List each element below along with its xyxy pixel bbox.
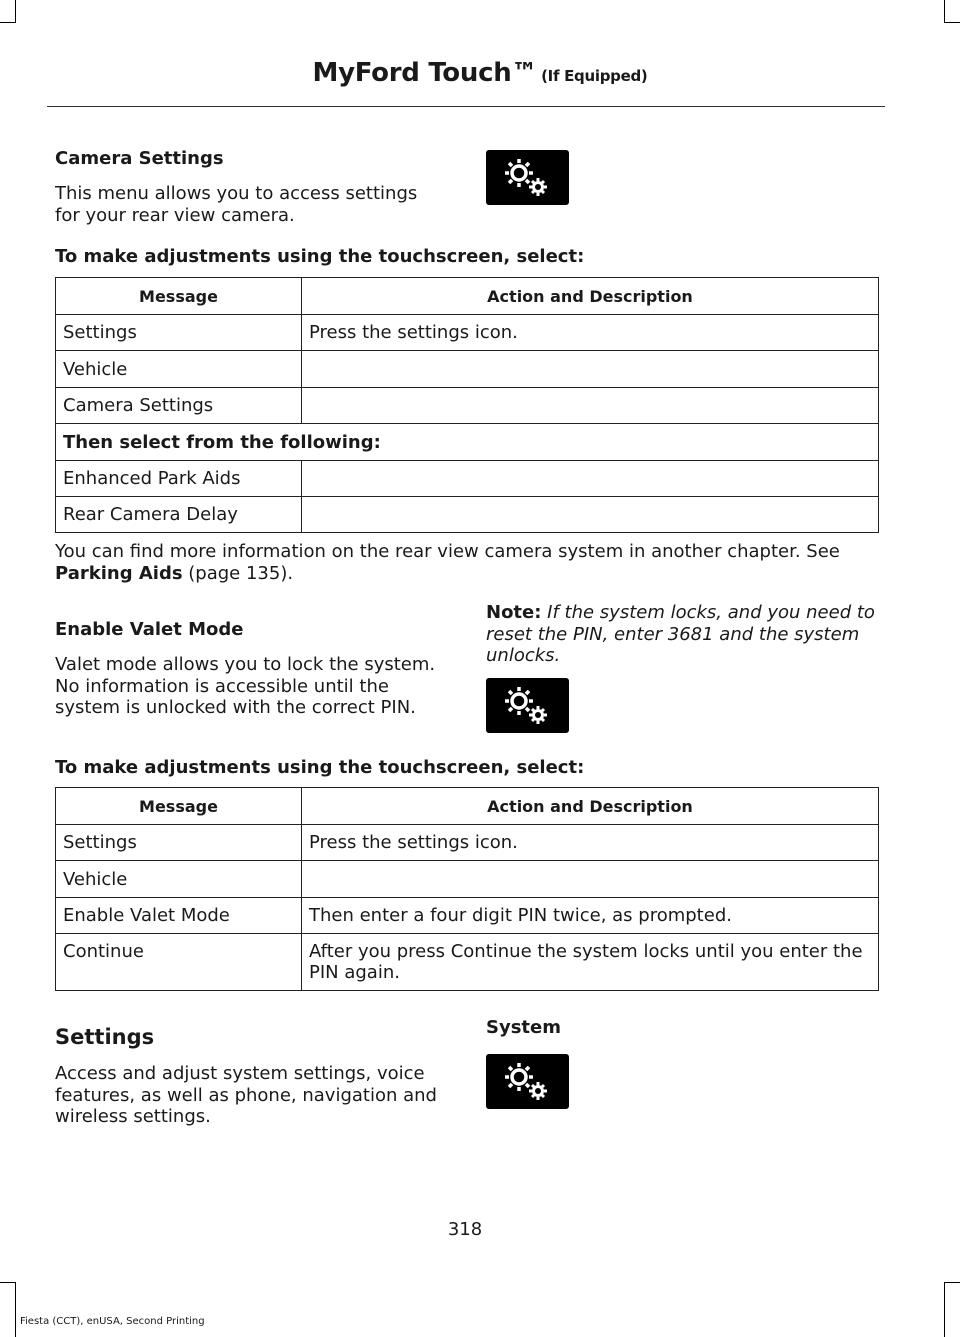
table-cell bbox=[302, 497, 879, 533]
crop-mark bbox=[944, 0, 945, 22]
crop-mark bbox=[944, 1282, 960, 1283]
table-row bbox=[56, 861, 879, 898]
table-cell bbox=[302, 461, 879, 497]
table-row bbox=[56, 461, 879, 497]
footer-text: Fiesta (CCT), enUSA, Second Printing bbox=[20, 1316, 205, 1327]
parking-aids-link[interactable]: Parking Aids bbox=[55, 562, 183, 584]
note-label: Note: bbox=[486, 602, 542, 623]
table-row bbox=[56, 825, 879, 861]
table-row bbox=[56, 351, 879, 388]
valet-mode-table bbox=[55, 787, 879, 991]
table-cell: Vehicle bbox=[56, 861, 302, 898]
more-info-page-ref: (page 135). bbox=[182, 562, 294, 584]
column-header: Action and Description bbox=[302, 278, 879, 315]
gear-icon bbox=[500, 1060, 556, 1104]
crop-mark bbox=[15, 1282, 16, 1337]
table-cell: After you press Continue the system locks until you enter the PIN again. bbox=[302, 934, 879, 991]
crop-mark bbox=[0, 1282, 16, 1283]
table-header-row bbox=[56, 278, 879, 315]
settings-gear-icon bbox=[486, 1054, 569, 1109]
page-title bbox=[0, 58, 960, 88]
more-info-paragraph bbox=[55, 541, 885, 584]
table-cell: Press the settings icon. bbox=[302, 315, 879, 351]
valet-note bbox=[486, 602, 881, 667]
page-title-subtitle: (If Equipped) bbox=[541, 67, 648, 85]
table-cell: Vehicle bbox=[56, 351, 302, 388]
table-cell: Settings bbox=[56, 825, 302, 861]
table-header-row bbox=[56, 788, 879, 825]
camera-instruction: To make adjustments using the touchscreen, select: bbox=[55, 246, 585, 267]
table-cell: Enable Valet Mode bbox=[56, 898, 302, 934]
table-cell bbox=[302, 861, 879, 898]
table-cell: Enhanced Park Aids bbox=[56, 461, 302, 497]
valet-intro: Valet mode allows you to lock the system. No information is accessible until the system is unlocked with the correct PIN. bbox=[55, 654, 436, 718]
note-text: If the system locks, and you need to reset the PIN, enter 3681 and the system unlocks. bbox=[486, 602, 875, 666]
table-span-cell: Then select from the following: bbox=[56, 424, 879, 461]
table-cell: Then enter a four digit PIN twice, as prompted. bbox=[302, 898, 879, 934]
table-cell: Camera Settings bbox=[56, 388, 302, 424]
table-cell bbox=[302, 388, 879, 424]
table-row bbox=[56, 388, 879, 424]
header-divider bbox=[47, 106, 885, 107]
table-cell bbox=[302, 351, 879, 388]
table-cell: Rear Camera Delay bbox=[56, 497, 302, 533]
table-row bbox=[56, 898, 879, 934]
gear-icon bbox=[500, 684, 556, 728]
settings-heading: Settings bbox=[55, 1025, 155, 1049]
table-cell: Press the settings icon. bbox=[302, 825, 879, 861]
camera-settings-intro: This menu allows you to access settings for your rear view camera. bbox=[55, 183, 418, 226]
crop-mark bbox=[15, 0, 16, 22]
column-header: Action and Description bbox=[302, 788, 879, 825]
valet-instruction: To make adjustments using the touchscreen, select: bbox=[55, 757, 585, 778]
table-cell: Settings bbox=[56, 315, 302, 351]
valet-heading: Enable Valet Mode bbox=[55, 619, 244, 640]
page-title-main: MyFord Touch™ bbox=[312, 58, 538, 88]
crop-mark bbox=[944, 22, 960, 23]
camera-settings-table bbox=[55, 277, 879, 533]
page-number: 318 bbox=[447, 1219, 483, 1240]
settings-intro: Access and adjust system settings, voice features, as well as phone, navigation and wireless settings. bbox=[55, 1063, 437, 1127]
system-label: System bbox=[486, 1017, 561, 1038]
table-span-row bbox=[56, 424, 879, 461]
crop-mark bbox=[0, 22, 16, 23]
gear-icon bbox=[500, 156, 556, 200]
table-row bbox=[56, 497, 879, 533]
table-row bbox=[56, 315, 879, 351]
more-info-text: You can find more information on the rear view camera system in another chapter. See bbox=[55, 541, 840, 562]
table-cell: Continue bbox=[56, 934, 302, 991]
column-header: Message bbox=[56, 788, 302, 825]
table-row bbox=[56, 934, 879, 991]
camera-settings-heading: Camera Settings bbox=[55, 148, 224, 169]
crop-mark bbox=[944, 1282, 945, 1337]
settings-gear-icon bbox=[486, 150, 569, 205]
settings-gear-icon bbox=[486, 678, 569, 733]
column-header: Message bbox=[56, 278, 302, 315]
